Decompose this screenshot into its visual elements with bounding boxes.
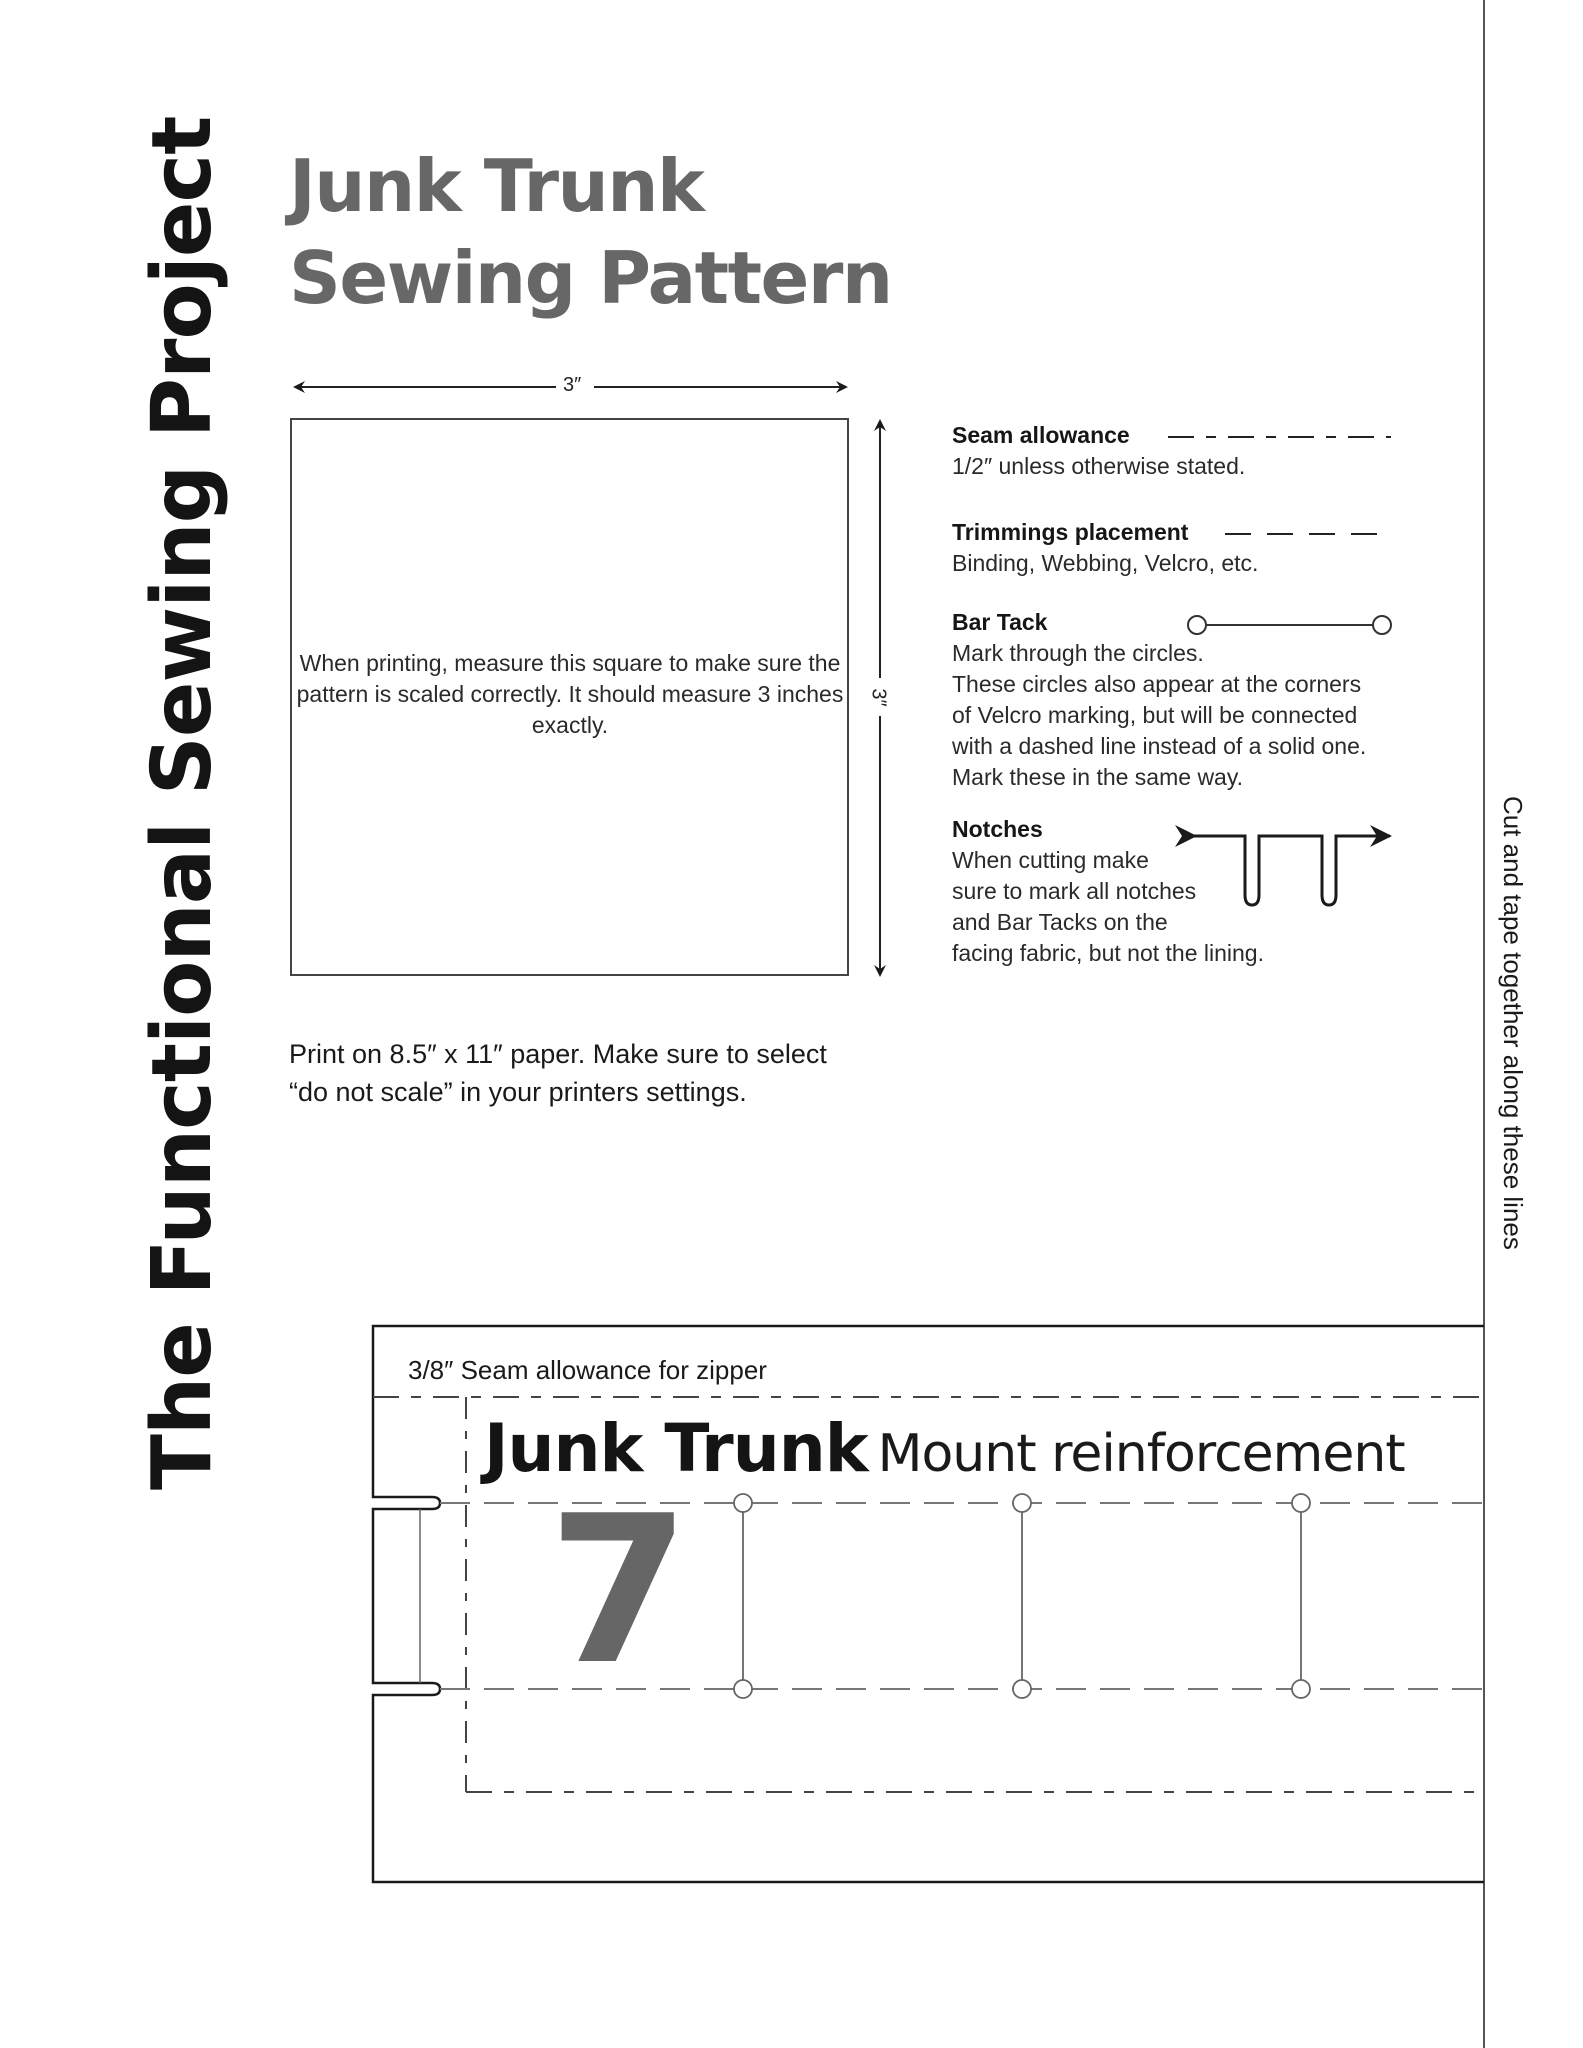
bar-tacks [734, 1494, 1310, 1698]
legend-text: When cutting make [952, 847, 1149, 873]
piece-name-light: Mount reinforcement [877, 1424, 1405, 1484]
legend-text: facing fabric, but not the lining. [952, 940, 1264, 966]
width-dimension-label: 3″ [560, 374, 584, 397]
page-title [289, 140, 892, 324]
scale-square-instructions: When printing, measure this square to make sure the pattern is scaled correctly. It should measure 3 inches exactly. [296, 650, 844, 738]
legend-heading: Notches [952, 816, 1043, 842]
zipper-seam-label: 3/8″ Seam allowance for zipper [408, 1355, 767, 1385]
title-line-2: Sewing Pattern [289, 236, 892, 320]
legend-text: 1/2″ unless otherwise stated. [952, 453, 1246, 479]
cut-line-label: Cut and tape together along these lines [1498, 796, 1528, 1250]
legend-text: of Velcro marking, but will be connected [952, 702, 1358, 728]
legend-text: These circles also appear at the corners [952, 671, 1362, 697]
print-note-line-1: Print on 8.5″ x 11″ paper. Make sure to select [289, 1039, 827, 1069]
piece-number: 7 [548, 1473, 690, 1710]
legend-text: sure to mark all notches [952, 878, 1197, 904]
legend-text: Mark these in the same way. [952, 764, 1244, 790]
height-dimension-label: 3″ [867, 685, 890, 709]
print-note-line-2: “do not scale” in your printers settings. [289, 1077, 747, 1107]
legend-text: Binding, Webbing, Velcro, etc. [952, 550, 1259, 576]
legend-bar-tack [952, 607, 1366, 793]
legend-text: Mark through the circles. [952, 640, 1204, 666]
legend-heading: Trimmings placement [952, 519, 1189, 545]
legend-notches [952, 814, 1264, 969]
legend-trimmings [952, 517, 1258, 579]
legend-seam-allowance [952, 420, 1245, 482]
piece-name-bold: Junk Trunk [484, 1410, 868, 1487]
title-line-1: Junk Trunk [289, 144, 704, 228]
print-note [289, 1035, 827, 1111]
side-title: The Functional Sewing Project [135, 116, 230, 1490]
legend-heading: Bar Tack [952, 609, 1048, 635]
legend-text: and Bar Tacks on the [952, 909, 1168, 935]
legend-text: with a dashed line instead of a solid one. [952, 733, 1367, 759]
legend-heading: Seam allowance [952, 422, 1130, 448]
